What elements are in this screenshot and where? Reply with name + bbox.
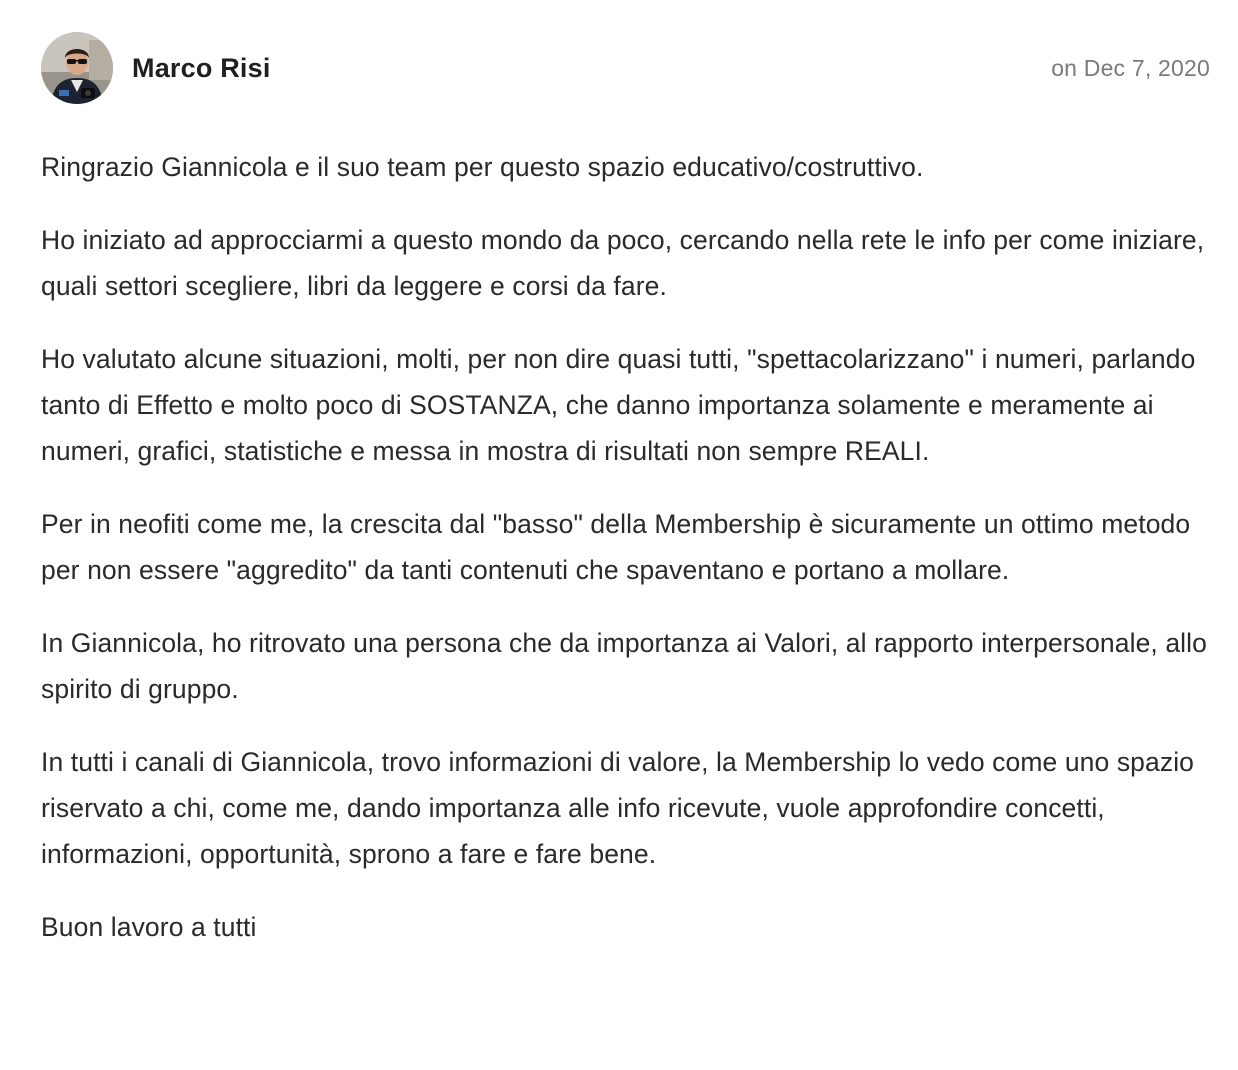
review-paragraph: In tutti i canali di Giannicola, trovo informazioni di valore, la Membership lo vedo come uno spazio riservato a chi, come me, dando importanza alle info ricevute, vuole approfondire concetti, informazioni, opportunità, sprono a fare e fare bene.	[41, 747, 1195, 869]
review-date: on Dec 7, 2020	[1051, 54, 1210, 81]
review-paragraph: Ho iniziato ad approcciarmi a questo mondo da poco, cercando nella rete le info per come iniziare, quali settori scegliere, libri da leggere e corsi da fare.	[41, 225, 1205, 301]
review-body	[41, 144, 1211, 950]
user-photo-icon	[41, 32, 113, 104]
avatar[interactable]	[41, 32, 113, 104]
author-name[interactable]: Marco Risi	[132, 52, 271, 83]
review-paragraph: In Giannicola, ho ritrovato una persona che da importanza ai Valori, al rapporto interpersonale, allo spirito di gruppo.	[41, 628, 1207, 704]
review-paragraph: Ho valutato alcune situazioni, molti, per non dire quasi tutti, "spettacolarizzano" i numeri, parlando tanto di Effetto e molto poco di SOSTANZA, che danno importanza solamente e meramente ai numeri, grafici, statistiche e messa in mostra di risultati non sempre REALI.	[41, 344, 1196, 466]
review-header	[41, 32, 1210, 104]
review-paragraph: Per in neofiti come me, la crescita dal "basso" della Membership è sicuramente un ottimo metodo per non essere "aggredito" da tanti contenuti che spaventano e portano a mollare.	[41, 509, 1191, 585]
review-paragraph: Buon lavoro a tutti	[41, 912, 257, 942]
review-paragraph: Ringrazio Giannicola e il suo team per questo spazio educativo/costruttivo.	[41, 152, 924, 182]
